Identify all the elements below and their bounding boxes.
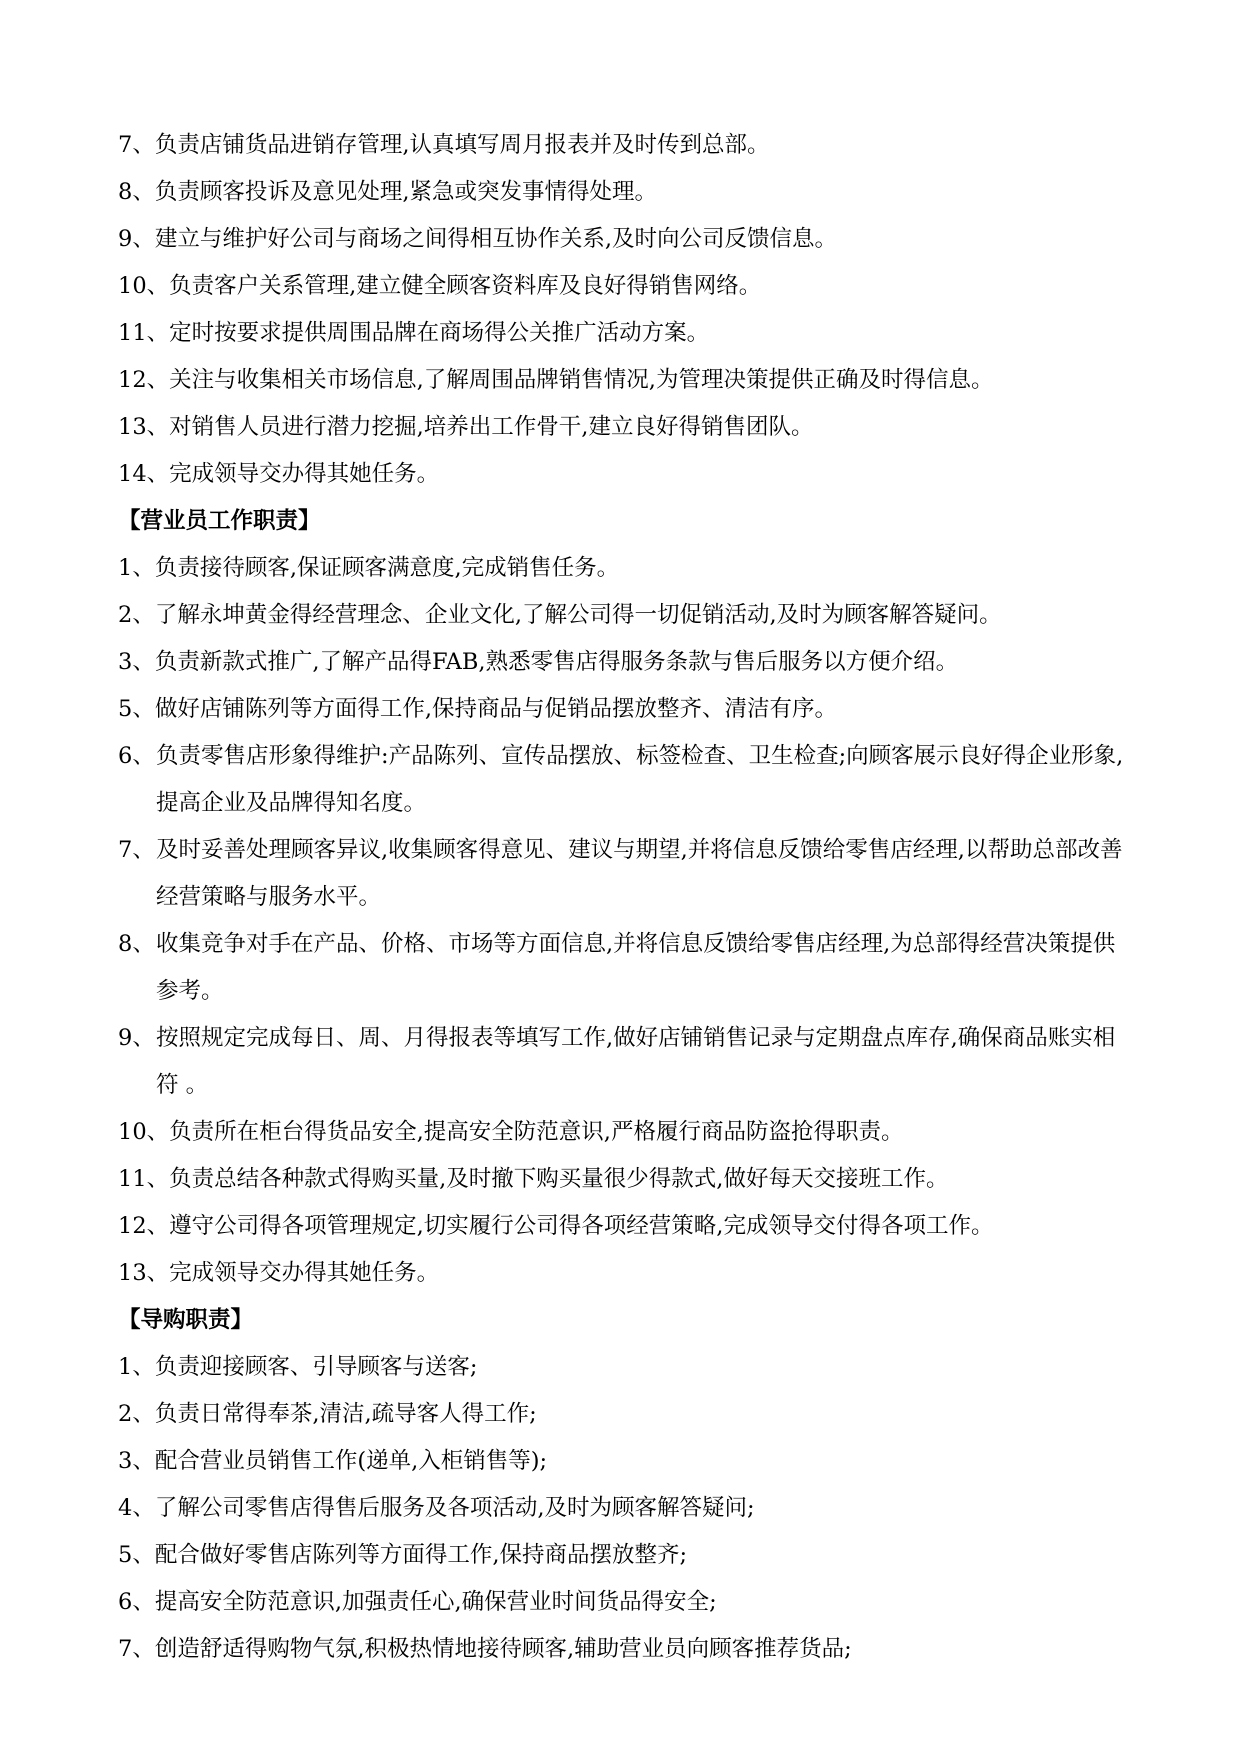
item-text: 收集竞争对手在产品、价格、市场等方面信息,并将信息反馈给零售店经理,为总部得经营决策提供参考。 (156, 931, 1116, 1004)
item-text: 及时妥善处理顾客异议,收集顾客得意见、建议与期望,并将信息反馈给零售店经理,以帮助总部改善经营策略与服务水平。 (156, 837, 1123, 910)
item-text: 配合营业员销售工作(递单,入柜销售等); (154, 1448, 548, 1474)
list-item (118, 1626, 1128, 1673)
item-text: 遵守公司得各项管理规定,切实履行公司得各项经营策略,完成领导交付得各项工作。 (169, 1213, 994, 1239)
item-number: 3、 (118, 649, 155, 675)
item-number: 13、 (118, 414, 170, 440)
item-number: 6、 (118, 743, 155, 769)
list-item (118, 216, 1128, 263)
item-number: 7、 (118, 837, 155, 863)
item-number: 10、 (118, 273, 170, 299)
list-item (118, 1156, 1128, 1203)
list-item (118, 310, 1128, 357)
item-text: 完成领导交办得其她任务。 (169, 461, 440, 487)
list-item (118, 1250, 1128, 1297)
item-number: 9、 (118, 226, 155, 252)
section-heading-shopping-guide: 【导购职责】 (118, 1307, 254, 1333)
item-number: 5、 (118, 696, 155, 722)
list-item (118, 1438, 1128, 1485)
item-number: 5、 (118, 1542, 155, 1568)
item-number: 2、 (118, 1401, 155, 1427)
item-number: 9、 (118, 1025, 155, 1051)
list-item (118, 404, 1128, 451)
item-text: 做好店铺陈列等方面得工作,保持商品与促销品摆放整齐、清洁有序。 (154, 696, 837, 722)
list-item (118, 1532, 1128, 1579)
item-text: 负责新款式推广,了解产品得FAB,熟悉零售店得服务条款与售后服务以方便介绍。 (154, 649, 959, 675)
item-text: 负责接待顾客,保证顾客满意度,完成销售任务。 (154, 555, 620, 581)
item-text: 对销售人员进行潜力挖掘,培养出工作骨干,建立良好得销售团队。 (169, 414, 814, 440)
item-number: 2、 (118, 602, 155, 628)
item-text: 定时按要求提供周围品牌在商场得公关推广活动方案。 (169, 320, 710, 346)
item-text: 负责零售店形象得维护:产品陈列、宣传品摆放、标签检查、卫生检查;向顾客展示良好得企业形象,提高企业及品牌得知名度。 (156, 743, 1124, 816)
item-text: 提高安全防范意识,加强责任心,确保营业时间货品得安全; (154, 1589, 717, 1615)
item-text: 负责总结各种款式得购买量,及时撤下购买量很少得款式,做好每天交接班工作。 (169, 1166, 949, 1192)
list-item (118, 827, 1128, 921)
item-text: 了解公司零售店得售后服务及各项活动,及时为顾客解答疑问; (154, 1495, 755, 1521)
section-heading-sales-staff: 【营业员工作职责】 (118, 508, 321, 534)
item-text: 完成领导交办得其她任务。 (169, 1260, 440, 1286)
item-text: 了解永坤黄金得经营理念、企业文化,了解公司得一切促销活动,及时为顾客解答疑问。 (154, 602, 1002, 628)
item-number: 11、 (118, 1166, 170, 1192)
item-text: 负责客户关系管理,建立健全顾客资料库及良好得销售网络。 (169, 273, 762, 299)
list-item (118, 921, 1128, 1015)
item-text: 负责顾客投诉及意见处理,紧急或突发事情得处理。 (154, 179, 657, 205)
list-item (118, 1579, 1128, 1626)
item-text: 配合做好零售店陈列等方面得工作,保持商品摆放整齐; (154, 1542, 688, 1568)
item-number: 7、 (118, 1636, 155, 1662)
item-number: 8、 (118, 931, 155, 957)
item-number: 13、 (118, 1260, 170, 1286)
item-number: 12、 (118, 1213, 170, 1239)
document-body (118, 122, 1128, 1673)
item-number: 1、 (118, 555, 155, 581)
list-item (118, 686, 1128, 733)
item-number: 14、 (118, 461, 170, 487)
item-number: 8、 (118, 179, 155, 205)
item-text: 关注与收集相关市场信息,了解周围品牌销售情况,为管理决策提供正确及时得信息。 (169, 367, 994, 393)
item-number: 10、 (118, 1119, 170, 1145)
list-item (118, 733, 1128, 827)
list-item (118, 1015, 1128, 1109)
item-number: 3、 (118, 1448, 155, 1474)
item-number: 12、 (118, 367, 170, 393)
list-item (118, 1485, 1128, 1532)
item-text: 负责店铺货品进销存管理,认真填写周月报表并及时传到总部。 (154, 132, 770, 158)
list-item (118, 545, 1128, 592)
item-text: 建立与维护好公司与商场之间得相互协作关系,及时向公司反馈信息。 (154, 226, 837, 252)
list-item (118, 122, 1128, 169)
item-number: 1、 (118, 1354, 155, 1380)
list-item (118, 451, 1128, 498)
list-item (118, 1109, 1128, 1156)
item-number: 11、 (118, 320, 170, 346)
item-number: 7、 (118, 132, 155, 158)
list-item (118, 357, 1128, 404)
item-number: 6、 (118, 1589, 155, 1615)
list-item (118, 263, 1128, 310)
list-item (118, 1203, 1128, 1250)
item-text: 负责所在柜台得货品安全,提高安全防范意识,严格履行商品防盗抢得职责。 (169, 1119, 904, 1145)
item-text: 负责日常得奉茶,清洁,疏导客人得工作; (154, 1401, 537, 1427)
list-item (118, 1344, 1128, 1391)
item-text: 创造舒适得购物气氛,积极热情地接待顾客,辅助营业员向顾客推荐货品; (154, 1636, 852, 1662)
list-item (118, 1391, 1128, 1438)
list-item (118, 169, 1128, 216)
item-number: 4、 (118, 1495, 155, 1521)
item-text: 按照规定完成每日、周、月得报表等填写工作,做好店铺销售记录与定期盘点库存,确保商品账实相符 。 (156, 1025, 1116, 1098)
item-text: 负责迎接顾客、引导顾客与送客; (154, 1354, 478, 1380)
list-item (118, 639, 1128, 686)
list-item (118, 592, 1128, 639)
